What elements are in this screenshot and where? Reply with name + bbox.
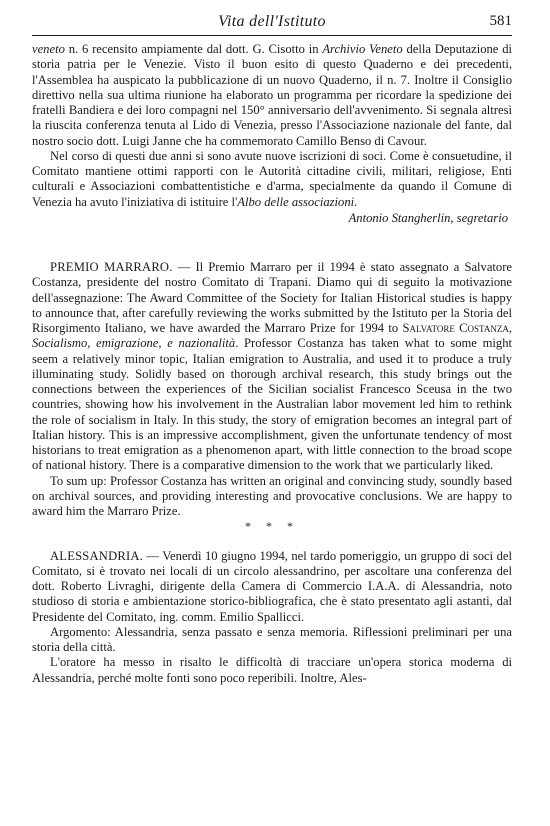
running-title: Vita dell'Istituto [218, 13, 326, 30]
paragraph-venezia-members [32, 149, 512, 210]
section-spacer [32, 226, 512, 260]
paragraph-sum-up: To sum up: Professor Costanza has written an original and convincing study, soundly based on archival sources, and providing interesting and provocative conclusions. We are happy to award him the Marraro Prize. [32, 473, 512, 518]
paragraph-venezia-continued [32, 42, 512, 149]
italic-word: veneto [32, 42, 65, 56]
text-run: Nel corso di questi due anni si sono avute nuove iscrizioni di soci. Come è consuetudine, il Comitato mantiene ottimi rapporti con le Autorità cittadine civili, militari, religiose, Enti culturali e Associazioni combattentistiche e d'arma, specialmente da quando il Comune di Venezia ha avuto l'iniziativa di istituire l' [32, 148, 512, 209]
author-name: Salvatore Costanza [402, 321, 509, 335]
section-lead: ALESSANDRIA. [50, 548, 144, 563]
text-run: — Venerdì 10 giugno 1994, nel tardo pomeriggio, un gruppo di soci del Comitato, si è trovato nei locali di un circolo alessandrino, per ascoltare una conferenza del dott. Roberto Livraghi, dirigente della Camera di Commercio I.A.A. di Alessandria, noto studioso di storia e ambientazione storico-bibliografica, che è stato presentato agli astanti, dal Presidente del Comitato, ing. comm. Emilio Spallicci. [32, 548, 512, 624]
text-run: della Deputazione di storia patria per le Venezie. Visto il buon esito di questo Quaderno e dei precedenti, l'Assemblea ha auspicato la pubblicazione di un nuovo Quaderno, il n. 7. Inoltre il Consiglio direttivo nella sua ultima riunione ha elaborato un programma per ricordare la spedizione dei fratelli Bandiera e dei loro compagni nel 150° anniversario dell'avvenimento. Si segnala altresì la riuscita conferenza tenuta al Lido di Venezia, presso l'Associazione nazionale del fante, dal nostro socio dott. Luigi Janne che ha commemorato Camillo Benso di Cavour. [32, 42, 513, 148]
text-run: . [354, 194, 358, 209]
article-body [32, 42, 512, 686]
book-title: Socialismo, emigrazione, e nazionalità [32, 336, 236, 351]
page-number: 581 [489, 13, 512, 29]
journal-title: Archivio Veneto [322, 42, 403, 56]
paragraph-argomento: Argomento: Alessandria, senza passato e senza memoria. Riflessioni preliminari per una storia della città. [32, 624, 512, 654]
running-header [32, 13, 512, 36]
paragraph-oratore: L'oratore ha messo in risalto le difficoltà di tracciare un'opera storica moderna di Alessandria, perché molte fonti sono poco reperibili. Inoltre, Ales- [32, 655, 512, 685]
signature: Antonio Stangherlin, segretario [348, 210, 508, 225]
text-run: — Il Premio Marraro per il 1994 è stato assegnato a Salvatore Costanza, presidente del nostro Comitato di Trapani. Diamo qui di seguito la motivazione dell'assegnazione: The Award Committee of the Society for Italian Historical studies is happy to announce that, after carefully reviewing the works submitted by the Istituto per la Storia del Risorgimento Italiano, we have awarded the Marraro Prize for 1994 to [32, 260, 513, 335]
text-run: n. 6 recensito ampiamente dal dott. G. Cisotto in [64, 42, 323, 56]
section-lead: PREMIO MARRARO. [50, 260, 173, 274]
section-spacer [32, 535, 512, 549]
register-title: Albo delle associazioni [237, 194, 355, 209]
text-run: . Professor Costanza has taken what to some might seem a relatively minor topic, Italian emigration to Australia, and used it to produce a truly illuminating study. Solidly based on thorough archival research, this study brings out the connections between the experiences of the Sicilian socialist Francesco Sceusa in the two countries, showing how his involvement in the Australian labor movement led him to rethink the role of socialism in Italy. In this study, the story of emigration becomes an integral part of Italian history. This is an impressive accomplishment, given the unfortunate tendency of most historians to treat emigration as a phenomenon apart, with little connection to the broad scope of national history. There is a comparative dimension to the work that we particularly liked. [32, 336, 512, 473]
paragraph-premio-marraro [32, 260, 512, 474]
paragraph-alessandria [32, 549, 512, 625]
section-separator: * * * [245, 519, 299, 534]
text-run: , [508, 321, 512, 335]
